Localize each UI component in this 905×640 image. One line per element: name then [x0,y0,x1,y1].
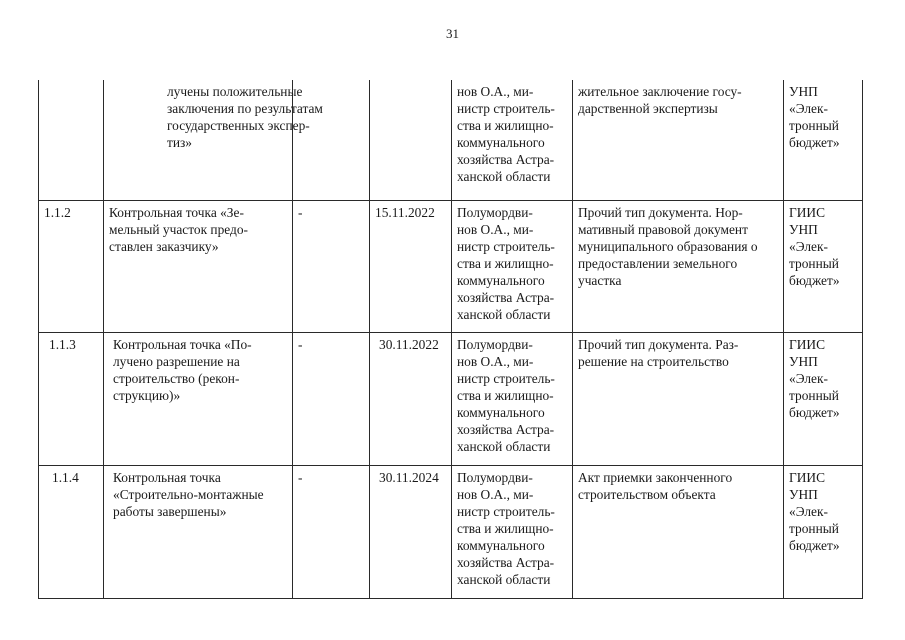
row-number-cell [39,465,104,598]
information-system-cell [784,200,863,332]
cell-text-line: Акт приемки законченного [578,469,733,485]
cell-text-line: ства и жилищно- [457,387,554,403]
cell-text-line: бюджет» [789,272,840,288]
cell-text: 30.11.2024 [379,469,439,485]
control-point-name-cell [104,200,293,332]
cell-text-line: хозяйства Астра- [457,554,555,570]
table-row [39,80,863,200]
cell-text-line: ханской области [457,438,551,454]
cell-text-line: Полумордви- [457,469,533,485]
responsible-person-cell [452,80,573,200]
mark-cell [293,465,370,598]
responsible-person-cell [452,200,573,332]
cell-text-line: Контрольная точка [113,469,221,485]
mark-cell [293,332,370,465]
cell-text-line: дарственной экспертизы [578,101,718,116]
cell-text-line: строительством объекта [578,486,716,502]
cell-text-line: тронный [789,118,839,133]
cell-text: - [298,204,303,220]
cell-text: 30.11.2022 [379,336,439,352]
document-type-cell [573,200,784,332]
cell-text-line: мельный участок предо- [109,221,249,237]
cell-text-line: нистр строитель- [457,238,555,254]
cell-text-line: нов О.А., ми- [457,221,534,237]
cell-text-line: нов О.А., ми- [457,353,534,369]
cell-text-line: нов О.А., ми- [457,486,534,502]
cell-text-line: строительство (рекон- [113,370,240,386]
cell-text-line: работы завершены» [113,503,227,519]
document-type-cell [573,465,784,598]
cell-text-line: ГИИС [789,204,826,220]
cell-text-line: решение на строительство [578,353,729,369]
table-row [39,332,863,465]
cell-text-line: УНП [789,84,818,99]
cell-text-line: тиз» [167,135,193,150]
cell-text-line: коммунального [457,404,545,420]
document-type-cell [573,332,784,465]
cell-text-line: коммунального [457,537,545,553]
mark-cell [293,200,370,332]
cell-text-line: ства и жилищно- [457,118,554,133]
cell-text-line: Прочий тип документа. Раз- [578,336,739,352]
cell-text-line: бюджет» [789,135,840,150]
cell-text-line: нистр строитель- [457,503,555,519]
row-number-cell [39,80,104,200]
cell-text-line: государственных экспер- [167,118,310,133]
information-system-cell [784,465,863,598]
information-system-cell [784,332,863,465]
cell-text-line: участка [578,272,622,288]
table-row [39,200,863,332]
cell-text-line: ства и жилищно- [457,520,554,536]
cell-text-line: нов О.А., ми- [457,84,534,99]
cell-text-line: Полумордви- [457,204,533,220]
control-points-table [38,80,863,599]
information-system-cell [784,80,863,200]
cell-text-line: тронный [789,387,839,403]
due-date-cell [370,200,452,332]
cell-text: 1.1.3 [49,336,76,352]
cell-text-line: жительное заключение госу- [578,84,742,99]
cell-text-line: предоставлении земельного [578,255,738,271]
control-point-name-cell [104,80,323,200]
row-number-cell [39,200,104,332]
cell-text: - [298,469,303,485]
cell-text-line: хозяйства Астра- [457,289,555,305]
cell-text-line: коммунального [457,135,545,150]
cell-text-line: «Элек- [789,101,828,116]
cell-text: - [298,336,303,352]
cell-text-line: нистр строитель- [457,370,555,386]
cell-text-line: Прочий тип документа. Нор- [578,204,743,220]
cell-text-line: тронный [789,255,839,271]
page-number: 31 [446,26,459,41]
control-point-name-cell [104,465,293,598]
cell-text-line: мативный правовой документ [578,221,748,237]
cell-text-line: УНП [789,221,818,237]
cell-text-line: коммунального [457,272,545,288]
cell-text-line: ханской области [457,571,551,587]
cell-text-line: лучены положительные [167,84,303,99]
cell-text-line: Контрольная точка «По- [113,336,252,352]
cell-text-line: Полумордви- [457,336,533,352]
cell-text-line: бюджет» [789,537,840,553]
cell-text-line: УНП [789,353,818,369]
cell-text: 1.1.2 [44,204,71,220]
cell-text-line: Контрольная точка «Зе- [109,204,244,220]
cell-text-line: ханской области [457,169,551,184]
responsible-person-cell [452,465,573,598]
cell-text-line: ханской области [457,306,551,322]
cell-text-line: бюджет» [789,404,840,420]
cell-text-line: струкцию)» [113,387,181,403]
responsible-person-cell [452,332,573,465]
cell-text: 1.1.4 [52,469,79,485]
cell-text-line: тронный [789,520,839,536]
mark-cell [293,80,370,200]
row-number-cell [39,332,104,465]
table-row [39,465,863,598]
due-date-cell [370,465,452,598]
document-type-cell [573,80,784,200]
control-point-name-cell [104,332,293,465]
cell-text-line: «Элек- [789,370,828,386]
cell-text-line: нистр строитель- [457,101,555,116]
cell-text-line: заключения по результатам [167,101,323,116]
cell-text-line: «Строительно-монтажные [113,486,264,502]
cell-text-line: лучено разрешение на [113,353,240,369]
cell-text-line: ставлен заказчику» [109,238,219,254]
cell-text-line: «Элек- [789,503,828,519]
cell-text-line: «Элек- [789,238,828,254]
cell-text-line: ГИИС [789,469,826,485]
cell-text-line: муниципального образования о [578,238,758,254]
cell-text-line: УНП [789,486,818,502]
cell-text-line: хозяйства Астра- [457,152,555,167]
due-date-cell [370,332,452,465]
due-date-cell [370,80,452,200]
cell-text-line: ГИИС [789,336,826,352]
cell-text-line: хозяйства Астра- [457,421,555,437]
cell-text: 15.11.2022 [375,204,435,220]
cell-text-line: ства и жилищно- [457,255,554,271]
